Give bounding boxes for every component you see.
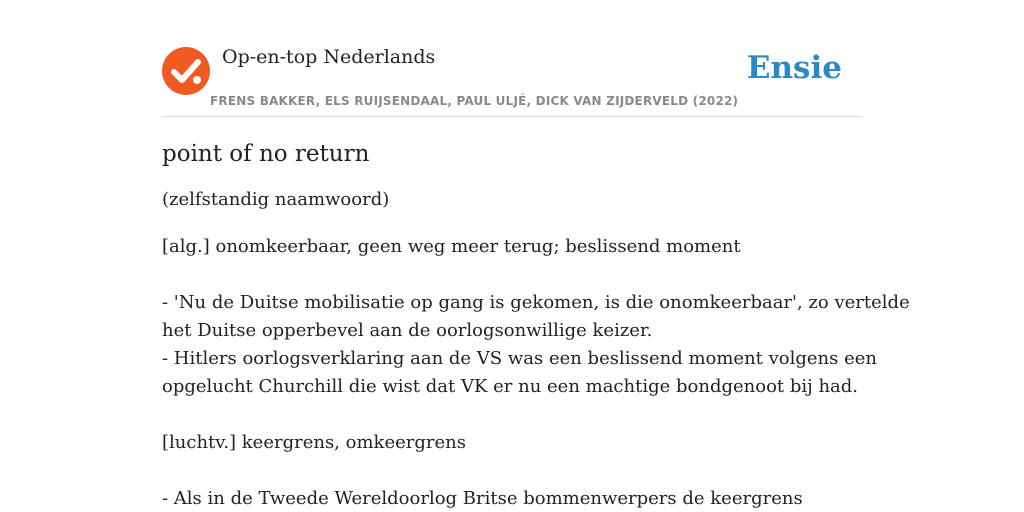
- dictionary-authors: FRENS BAKKER, ELS RUIJSENDAAL, PAUL ULJÉ, DICK VAN ZIJDERVELD (2022): [210, 94, 739, 108]
- spacer: [162, 457, 862, 485]
- example-line: - Als in de Tweede Wereldoorlog Britse bommenwerpers de keergrens: [162, 488, 803, 509]
- definition-text: [alg.] onomkeerbaar, geen weg meer terug; beslissend moment: [162, 236, 741, 257]
- checkmark-circle-icon[interactable]: [162, 47, 210, 95]
- dictionary-title[interactable]: Op-en-top Nederlands: [222, 46, 436, 68]
- definition-text: [luchtv.] keergrens, omkeergrens: [162, 432, 466, 453]
- brand-logo[interactable]: Ensie: [746, 50, 842, 86]
- spacer: [162, 261, 862, 289]
- header: [162, 40, 862, 117]
- spacer: [162, 401, 862, 429]
- example-line: - Hitlers oorlogsverklaring aan de VS was een beslissend moment volgens een: [162, 348, 878, 369]
- example-line: - 'Nu de Duitse mobilisatie op gang is gekomen, is die onomkeerbaar', zo vertelde: [162, 292, 910, 313]
- example-line: opgelucht Churchill die wist dat VK er nu een machtige bondgenoot bij had.: [162, 376, 859, 397]
- entry-term: point of no return: [162, 141, 370, 167]
- example-line: het Duitse opperbevel aan de oorlogsonwillige keizer.: [162, 320, 653, 341]
- entry-content: [162, 136, 910, 512]
- part-of-speech: (zelfstandig naamwoord): [162, 189, 390, 210]
